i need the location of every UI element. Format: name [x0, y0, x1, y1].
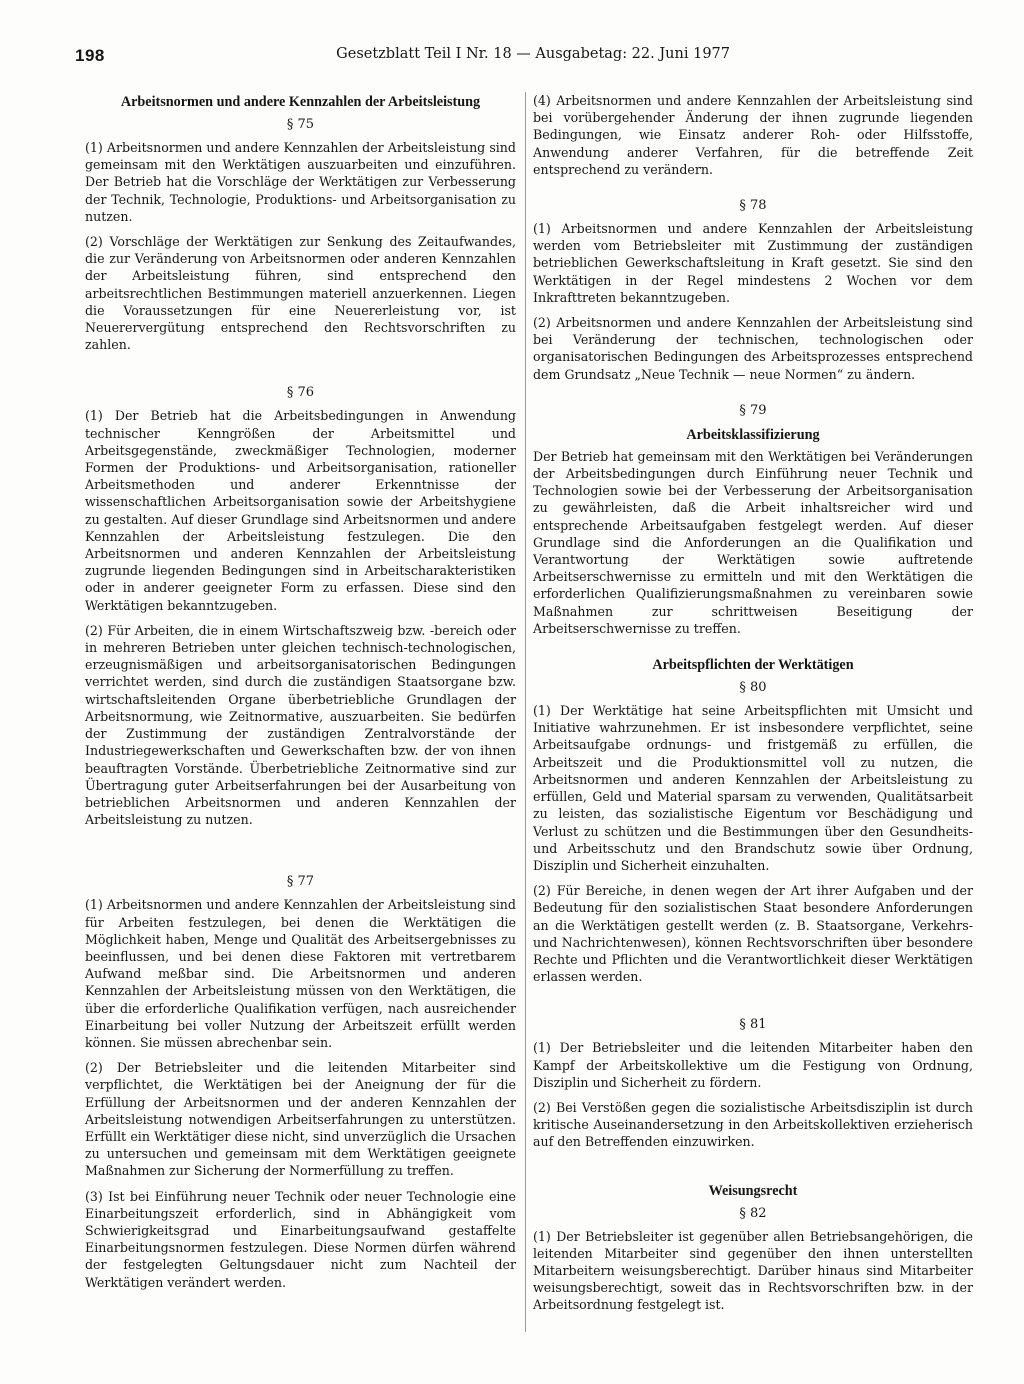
page-number: 198 — [75, 46, 105, 65]
paragraph-76-1: (1) Der Betrieb hat die Arbeitsbedingungen in Anwendung technischer Kenngrößen der Arbeitsmittel und Arbeitsgegenstände, zweckmäßiger Technologien, moderner Formen der Produktions- und Arbeitsorganisation, rationeller Arbeitsmethoden und anderer Erkenntnisse der wissenschaftlichen Arbeitsorganisation sowie der Arbeitshygiene zu gestalten. Auf dieser Grundlage sind Arbeitsnormen und andere Kennzahlen der Arbeitsleistung festzulegen. Die den Arbeitsnormen und anderen Kennzahlen der Arbeitsleistung zugrunde liegenden Bedingungen sind in Arbeitscharakteristiken oder in anderer geeigneter Form zu erfassen. Diese sind den Werktätigen bekanntzugeben. — [85, 408, 516, 613]
running-title: Gesetzblatt Teil I Nr. 18 — Ausgabetag: 22. Juni 1977 — [336, 46, 730, 62]
paragraph-75-1: (1) Arbeitsnormen und andere Kennzahlen der Arbeitsleistung sind gemeinsam mit den Werktätigen auszuarbeiten und einzuführen. Der Betrieb hat die Vorschläge der Werktätigen zur Verbesserung der Technik, Technologie, Produktions- und Arbeitsorganisation zu nutzen. — [85, 140, 516, 224]
paragraph-75-2: (2) Vorschläge der Werktätigen zur Senkung des Zeitaufwandes, die zur Veränderung von Arbeitsnormen oder anderen Kennzahlen der Arbeitsleistung führen, sind entsprechend den arbeitsrechtlichen Bestimmungen materiell anzuerkennen. Liegen die Voraussetzungen für eine Neuererleistung vor, ist Neuerervergütung entsprechend den Rechtsvorschriften zu zahlen. — [85, 234, 516, 353]
section-title-78: § 78 — [739, 198, 767, 214]
section-title-77: § 77 — [286, 874, 315, 890]
paragraph-78-1: (1) Arbeitsnormen und andere Kennzahlen der Arbeitsleistung werden vom Betriebsleiter mit Zustimmung der zuständigen betrieblichen Gewerkschaftsleitung in Kraft gesetzt. Sie sind den Werktätigen in der Regel mindestens 2 Wochen vor dem Inkrafttreten bekanntzugeben. — [533, 221, 973, 305]
paragraph-77-4: (4) Arbeitsnormen und andere Kennzahlen der Arbeitsleistung sind bei vorübergehender Änderung der ihnen zugrunde liegenden Bedingungen, wie Einsatz anderer Roh- oder Hilfsstoffe, Anwendung anderer Verfahren, für die betreffende Zeit entsprechend zu verändern. — [533, 93, 973, 177]
paragraph-80-2: (2) Für Bereiche, in denen wegen der Art ihrer Aufgaben und der Bedeutung für den sozialistischen Staat besondere Anforderungen an die Werktätigen gestellt werden (z. B. Staatsorgane, Verkehrs- und Nachrichtenwesen), können Rechtsvorschriften über besondere Rechte und Pflichten und die Verantwortlichkeit dieser Werktätigen erlassen werden. — [533, 883, 973, 985]
paragraph-77-1: (1) Arbeitsnormen und andere Kennzahlen der Arbeitsleistung sind für Arbeiten festzulegen, bei denen die Werktätigen die Möglichkeit haben, Menge und Qualität des Arbeitsergebnisses zu beeinflussen, und bei denen diese Faktoren mit vertretbarem Aufwand meßbar sind. Die Arbeitsnormen und anderen Kennzahlen der Arbeitsleistung müssen von den Werktätigen, die über die erforderliche Qualifikation verfügen, nach ausreichender Einarbeitung bei voller Nutzung der Arbeitszeit erfüllt werden können. Sie müssen abrechenbar sein. — [85, 897, 516, 1050]
section-title-75: § 75 — [286, 117, 315, 132]
section-heading-weisungsrecht: Weisungsrecht — [708, 1182, 798, 1199]
page-header — [75, 46, 730, 70]
section-title-76: § 76 — [286, 385, 315, 401]
paragraph-79-1: Der Betrieb hat gemeinsam mit den Werktätigen bei Veränderungen der Arbeitsbedingungen durch Einführung neuer Technik und Technologien sowie bei der Verbesserung der Arbeitsorganisation zu gewährleisten, daß die Arbeit inhaltsreicher wird und entsprechende Arbeitsaufgaben festgelegt werden. Auf dieser Grundlage sind die Anforderungen an die Qualifikation und Verantwortung der Werktätigen sowie auftretende Arbeitserschwernisse zu ermitteln und mit den Werktätigen die erforderlichen Qualifizierungsmaßnahmen zu vereinbaren sowie Maßnahmen zur schrittweisen Beseitigung der Arbeitserschwernisse zu treffen. — [533, 448, 973, 636]
paragraph-80-1: (1) Der Werktätige hat seine Arbeitspflichten mit Umsicht und Initiative wahrzunehmen. Er ist insbesondere verpflichtet, seine Arbeitsaufgabe ordnungs- und fristgemäß zu erfüllen, die Arbeitszeit und die Produktionsmittel voll zu nutzen, die Arbeitsnormen und anderen Kennzahlen der Arbeitsleistung zu erfüllen, Geld und Material sparsam zu verwenden, Qualitätsarbeit zu leisten, das sozialistische Eigentum vor Beschädigung und Verlust zu schützen und die Bestimmungen über den Gesundheits- und Arbeitsschutz und den Brandschutz sowie über Ordnung, Disziplin und Sicherheit einzuhalten. — [533, 703, 973, 873]
paragraph-78-2: (2) Arbeitsnormen und andere Kennzahlen der Arbeitsleistung sind bei Veränderung der technischen, technologischen oder organisatorischen Bedingungen des Arbeitsprozesses entsprechend dem Grundsatz „Neue Technik — neue Normen“ zu ändern. — [533, 315, 973, 382]
section-title-82: § 82 — [739, 1205, 767, 1221]
right-column — [533, 92, 973, 1322]
section-heading-arbeitsklassifizierung: Arbeitsklassifizierung — [686, 426, 820, 443]
paragraph-81-2: (2) Bei Verstößen gegen die sozialistische Arbeitsdisziplin ist durch kritische Auseinandersetzung in den Arbeitskollektiven erzieherisch auf den Betreffenden einzuwirken. — [533, 1099, 973, 1150]
paragraph-77-2: (2) Der Betriebsleiter und die leitenden Mitarbeiter sind verpflichtet, die Werktätigen bei der Aneignung der für die Erfüllung der Arbeitsnormen und der anderen Kennzahlen der Arbeitsleistung notwendigen Arbeitserfahrungen zu unterstützen. Erfüllt ein Werktätiger diese nicht, sind unverzüglich die Ursachen zu untersuchen und gemeinsam mit dem Werktätigen geeignete Maßnahmen zur Sicherung der Normerfüllung zu treffen. — [85, 1060, 516, 1179]
paragraph-76-2: (2) Für Arbeiten, die in einem Wirtschaftszweig bzw. -bereich oder in mehreren Betrieben unter gleichen technisch-technologischen, erzeugnismäßigen und arbeitsorganisatorischen Bedingungen verrichtet werden, sind durch die zuständigen Staatsorgane bzw. wirtschaftsleitenden Organe überbetriebliche Grundlagen der Arbeitsnormung, wie Zeitnormative, auszuarbeiten. Sie bedürfen der Zustimmung der zuständigen Zentralvorstände der Industriegewerkschaften und Gewerkschaften bzw. der von ihnen beauftragten Vorstände. Überbetriebliche Zeitnormative sind zur Übertragung guter Arbeitserfahrungen bei der Ausarbeitung von betrieblichen Arbeitsnormen und anderen Kennzahlen der Arbeitsleistung zu nutzen. — [85, 622, 516, 828]
section-heading-arbeitspflichten: Arbeitspflichten der Werktätigen — [652, 657, 854, 674]
left-column — [85, 92, 516, 1299]
section-title-81: § 81 — [739, 1017, 767, 1033]
paragraph-81-1: (1) Der Betriebsleiter und die leitenden Mitarbeiter haben den Kampf der Arbeitskollektive um die Festigung von Ordnung, Disziplin und Sicherheit zu fördern. — [533, 1040, 973, 1090]
paragraph-77-3: (3) Ist bei Einführung neuer Technik oder neuer Technologie eine Einarbeitungszeit erforderlich, sind in Abhängigkeit vom Schwierigkeitsgrad und Einarbeitungsaufwand gestaffelte Einarbeitungsnormen festzulegen. Diese Normen dürfen während der festgelegten Geltungsdauer nicht zum Nachteil der Werktätigen verändert werden. — [85, 1188, 516, 1290]
section-title-80: § 80 — [739, 680, 767, 696]
paragraph-82-1: (1) Der Betriebsleiter ist gegenüber allen Betriebsangehörigen, die leitenden Mitarbeiter sind gegenüber den ihnen unterstellten Mitarbeitern weisungsberechtigt. Darüber hinaus sind Mitarbeiter weisungsberechtigt, soweit das in Rechtsvorschriften bzw. in der Arbeitsordnung festgelegt ist. — [533, 1228, 973, 1313]
section-heading-arbeitsnormen: Arbeitsnormen und andere Kennzahlen der Arbeitsleistung — [120, 94, 481, 110]
column-divider — [525, 92, 526, 1332]
section-title-79: § 79 — [739, 402, 767, 418]
